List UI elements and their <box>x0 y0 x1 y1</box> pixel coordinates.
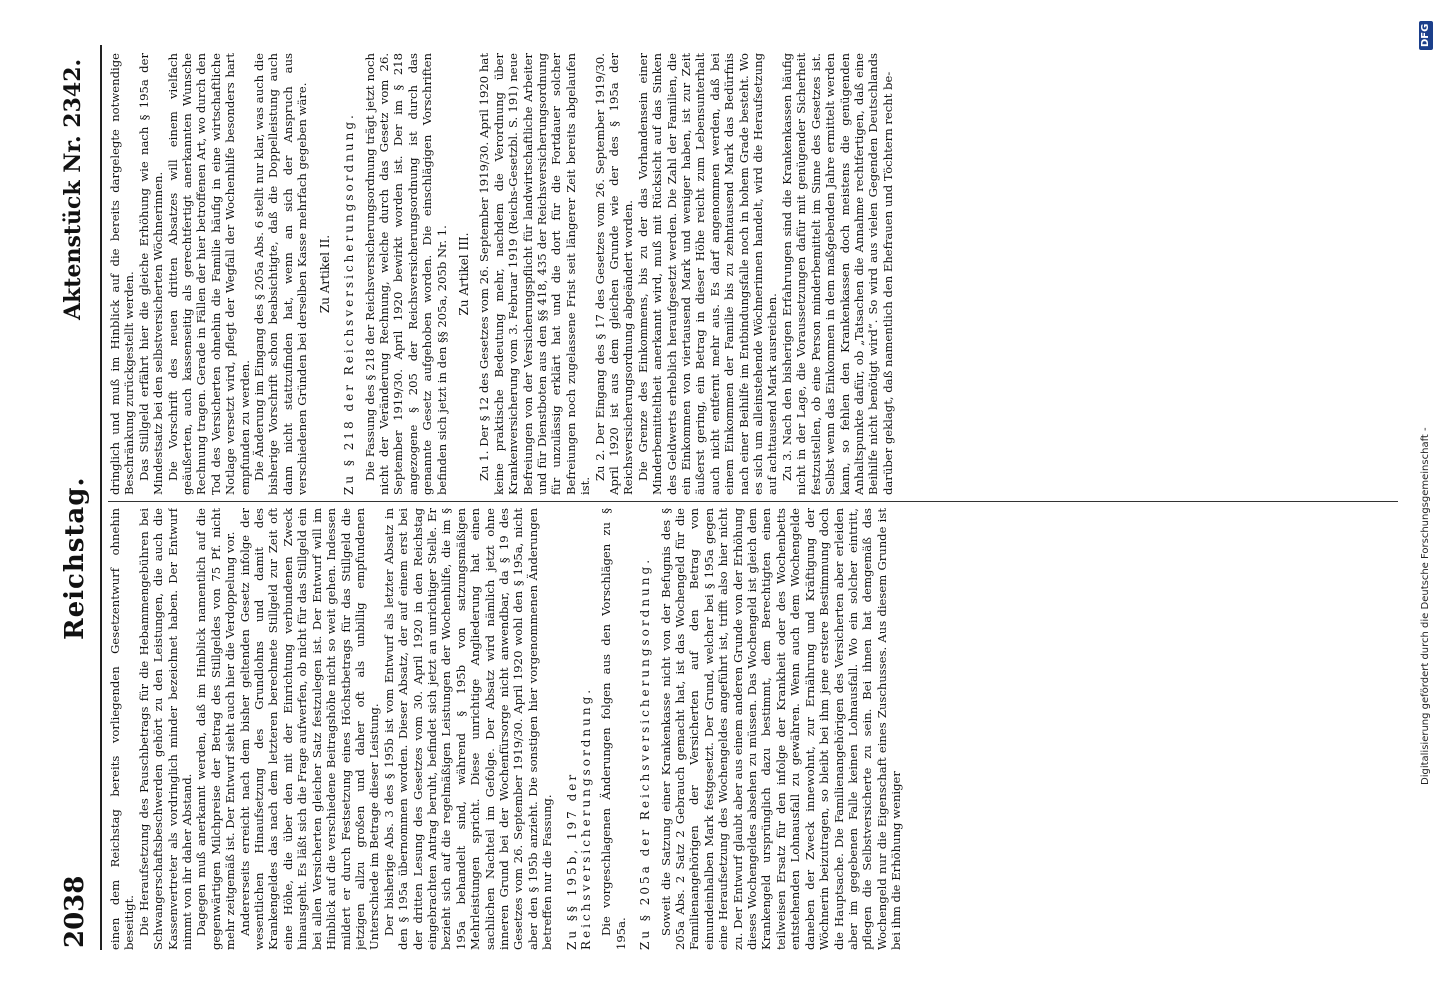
section-heading: Zu §§ 195b, 197 der Reichsversicherungsordnung. <box>564 686 593 950</box>
digitization-note: Digitalisierung gefördert durch die Deutsche Forschungsgemeinschaft - <box>1420 427 1431 785</box>
section-heading: Zu § 218 der Reichsversicherungsordnung. <box>342 112 357 495</box>
right-column <box>108 53 1408 495</box>
paragraph: Dagegen muß anerkannt werden, daß im Hinblick namentlich auf die gegenwärtigen Milchpreise der Betrag des Stillgeldes von 75 Pf. nicht mehr zeitgemäß ist. Der Entwurf sieht auch hier die Verdoppelung vor. <box>194 508 238 950</box>
paragraph: Zu 2. Der Eingang des § 17 des Gesetzes vom 26. September 1919/30. April 1920 ist aus dem gleichen Grunde wie der des § 195a der Reichsversicherungsordnung abgeändert worden. <box>592 53 636 495</box>
paragraph: Der bisherige Abs. 3 des § 195b ist vom Entwurf als letzter Absatz in den § 195a übernommen worden. Dieser Absatz, der auf einem erst bei der dritten Lesung des Gesetzes vom 30. April 1920 in den Reichstag eingebrachten Antrag beruht, befindet sich jetzt an unrichtiger Stelle. Er bezieht sich auf die regelmäßigen Leistungen der Wochenhilfe, die im § 195a behandelt sind, während § 195b von satzungsmäßigen Mehrleistungen spricht. Diese unrichtige Angliederung hat einen sachlichen Nachteil im Gefolge. Der Absatz wird nämlich jetzt ohne inneren Grund bei der Wochenfürsorge nicht anwendbar, da § 19 des Gesetzes vom 26. September 1919/30. April 1920 wohl den § 195a, nicht aber den § 195b anzieht. Die sonstigen hier vorgenommenen Änderungen betreffen nur die Fassung. <box>381 508 555 950</box>
paragraph: Andererseits erreicht nach dem bisher geltenden Gesetz infolge der wesentlichen Hinaufsetzung des Grundlohns und damit des Krankengeldes das nach dem letzteren berechnete Stillgeld zur Zeit oft eine Höhe, die über den mit der Einrichtung verbundenen Zweck hinausgeht. Es läßt sich die Frage aufwerfen, ob nicht für das Stillgeld ein bei allen Versicherten gleicher Satz festzulegen ist. Der Entwurf will im Hinblick auf die verschiedene Beitragshöhe nicht so weit gehen. Indessen mildert er durch Festsetzung eines Höchstbetrags für das Stillgeld die jetzigen allzu großen und daher oft als unbillig empfundenen Unterschiede im Betrage dieser Leistung. <box>237 508 382 950</box>
paragraph: Die Fassung des § 218 der Reichsversicherungsordnung trägt jetzt noch nicht der Veränderung Rechnung, welche durch das Gesetz vom 26. September 1919/30. April 1920 bewirkt worden ist. Der im § 218 angezogene § 205 der Reichsversicherungsordnung ist durch das genannte Gesetz aufgehoben worden. Die einschlägigen Vorschriften befinden sich jetzt in den §§ 205a, 205b Nr. 1. <box>362 53 449 495</box>
article-heading: Zu Artikel II. <box>317 234 332 314</box>
left-column <box>108 508 1408 950</box>
paragraph: Zu 3. Nach den bisherigen Erfahrungen sind die Krankenkassen häufig nicht in der Lage, die Voraussetzungen dafür mit genügender Sicherheit festzustellen, ob eine Person minderbemittelt im Sinne des Gesetzes ist. Selbst wenn das Einkommen in dem maßgebenden Jahre ermittelt werden kann, so fehlen den Krankenkassen doch meistens die genügenden Anhaltspunkte dafür, ob „Tatsachen die Annahme rechtfertigen, daß eine Beihilfe nicht benötigt wird“. So wird aus vielen Gegenden Deutschlands darüber geklagt, daß namentlich den Ehefrauen und Töchtern recht be- <box>779 53 895 495</box>
paragraph: Zu 1. Der § 12 des Gesetzes vom 26. September 1919/30. April 1920 hat keine praktische Bedeutung mehr, nachdem die Verordnung über Krankenversicherung vom 3. Februar 1919 (Reichs-Gesetzbl. S. 191) neue Befreiungen von der Versicherungspflicht für landwirtschaftliche Arbeiter und für Dienstboten aus den §§ 418, 435 der Reichsversicherungsordnung für unzulässig erklärt hat und die dort für die Fortdauer solcher Befreiungen noch zugelassene Frist seit längerer Zeit bereits abgelaufen ist. <box>477 53 593 495</box>
page-number: 2038 <box>60 875 90 948</box>
paragraph: Die Änderung im Eingang des § 205a Abs. 6 stellt nur klar, was auch die bisherige Vorschrift schon beabsichtigte, daß die Doppelleistung auch dann nicht stattzufinden hat, wenn an sich der Anspruch aus verschiedenen Gründen bei derselben Kasse mehrfach gegeben wäre. <box>252 53 310 495</box>
paragraph: dringlich und muß im Hinblick auf die bereits dargelegte notwendige Beschränkung zurückgestellt werden. <box>108 53 137 495</box>
header-rule <box>100 45 102 950</box>
paragraph: Die Heraufsetzung des Pauschbetrags für die Hebammengebühren bei Schwangerschaftsbeschwerden gehört zu den Leistungen, die auch die Kassenvertreter als vordringlich minder bezeichnet haben. Der Entwurf nimmt von ihr daher Abstand. <box>136 508 195 950</box>
digitization-sidebar <box>1418 0 1434 1000</box>
section-heading: Zu § 205a der Reichsversicherungsordnung. <box>638 556 653 950</box>
page-header <box>60 0 104 1000</box>
paragraph: Die Grenze des Einkommens, bis zu der das Vorhandensein einer Minderbemitteltheit anerkannt wird, muß mit Rücksicht auf das Sinken des Geldwerts erheblich heraufgesetzt werden. Die Zahl der Familien, die ein Einkommen von viertausend Mark und weniger haben, ist zur Zeit äußerst gering, ein Betrag in dieser Höhe reicht zum Lebensunterhalt auch nicht entfernt mehr aus. Es darf angenommen werden, daß bei einem Einkommen der Familie bis zu zehntausend Mark das Bedürfnis nach einer Beihilfe im Entbindungsfalle noch in hohem Grade besteht. Wo es sich um alleinstehende Wöchnerinnen handelt, wird die Heraufsetzung auf achttausend Mark ausreichen. <box>635 53 780 495</box>
dfg-logo: DFG <box>1419 21 1433 50</box>
paragraph: einen dem Reichstag bereits vorliegenden Gesetzentwurf ohnehin beseitigt. <box>108 508 137 950</box>
paragraph: Soweit die Satzung einer Krankenkasse nicht von der Befugnis des § 205a Abs. 2 Satz 2 Gebrauch gemacht hat, ist das Wochengeld für die Familienangehörigen der Versicherten auf den Betrag von einundeinhalben Mark festgesetzt. Der Grund, welcher bei § 195a gegen eine Heraufsetzung des Wochengeldes angeführt ist, trifft also hier nicht zu. Der Entwurf glaubt aber aus einem anderen Grunde von der Erhöhung dieses Wochengeldes absehen zu müssen. Das Wochengeld ist gleich dem Krankengeld ursprünglich dazu bestimmt, dem Berechtigten einen teilweisen Ersatz für den infolge der Krankheit oder des Wochenbetts entstehenden Lohnausfall zu gewähren. Wenn auch dem Wochengelde daneben der Zweck innewohnt, zur Ernährung und Kräftigung der Wöchnerin beizutragen, so bleibt bei ihm jene erstere Bestimmung doch die Hauptsache. Die Familienangehörigen des Versicherten aber erleiden aber im gegebenen Falle keinen Lohnausfall. Wo ein solcher eintritt, pflegen die Selbstversicherte zu sein. Bei ihnen hat demgemäß das Wochengeld nur die Eigenschaft eines Zuschusses. Aus diesem Grunde ist bei ihm die Erhöhung weniger <box>658 508 904 950</box>
document-number: Aktenstück Nr. 2342. <box>60 58 86 320</box>
paragraph: Die Vorschrift des neuen dritten Absatzes will einem vielfach geäußerten, auch kassenseitig als gerechtfertigt anerkannten Wunsche Rechnung tragen. Gerade in Fällen der hier betroffenen Art, wo durch den Tod des Versicherten ohnehin die Familie häufig in eine wirtschaftliche Notlage versetzt wird, pflegt der Wegfall der Wochenhilfe besonders hart empfunden zu werden. <box>165 53 252 495</box>
column-divider <box>108 501 1398 502</box>
header-title: Reichstag. <box>60 476 90 640</box>
article-heading: Zu Artikel III. <box>456 232 471 316</box>
paragraph: Das Stillgeld erfährt hier die gleiche Erhöhung wie nach § 195a der Mindestsatz bei den selbstversicherten Wöchnerinnen. <box>136 53 166 495</box>
paragraph: Die vorgeschlagenen Änderungen folgen aus den Vorschlägen zu § 195a. <box>599 508 628 950</box>
